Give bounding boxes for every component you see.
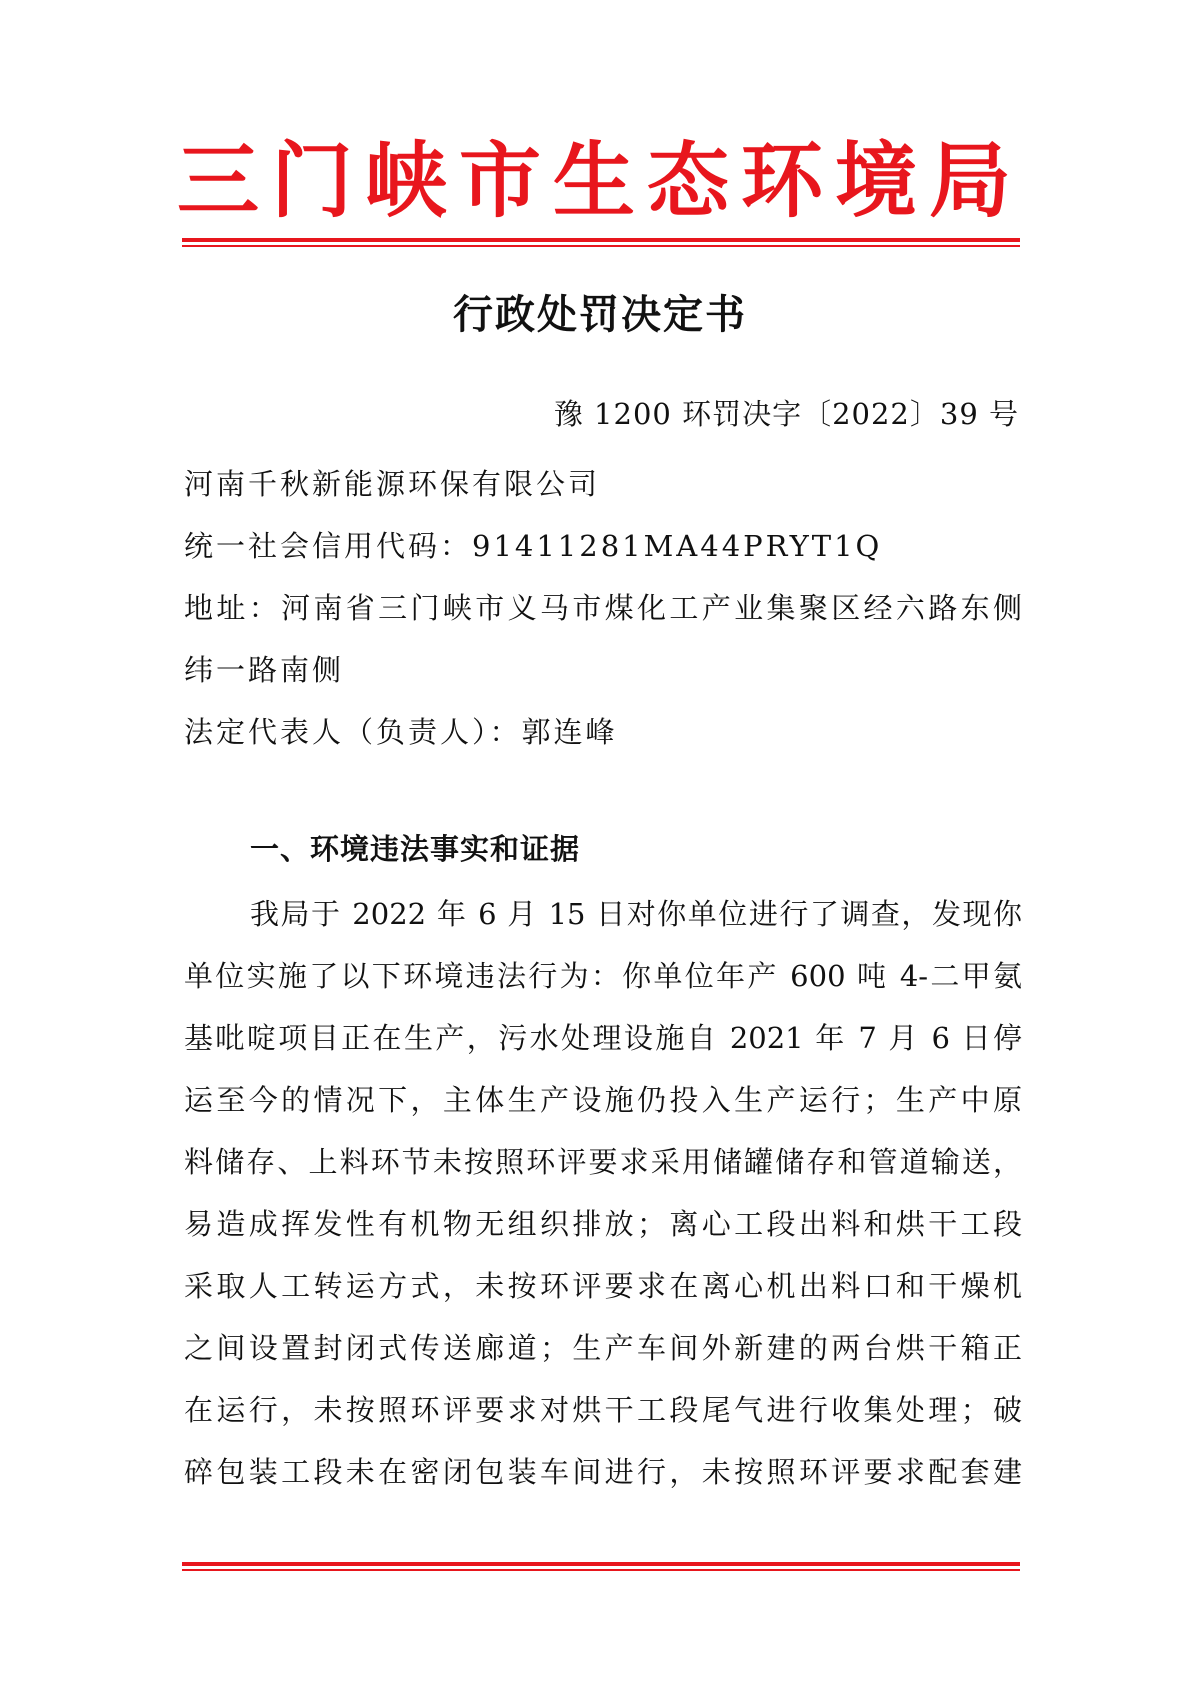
document-title: 行政处罚决定书 [453, 291, 747, 338]
legal-representative: 法定代表人（负责人）：郭连峰 [184, 715, 618, 749]
section-heading: 一、环境违法事实和证据 [250, 832, 581, 866]
company-name: 河南千秋新能源环保有限公司 [184, 467, 601, 501]
body-line: 易造成挥发性有机物无组织排放；离心工段出料和烘干工段 [184, 1207, 1022, 1241]
body-line: 之间设置封闭式传送廊道；生产车间外新建的两台烘干箱正 [184, 1331, 1022, 1365]
body-line: 在运行，未按照环评要求对烘干工段尾气进行收集处理；破 [184, 1393, 1022, 1427]
masthead-red-rule [182, 238, 1020, 247]
body-line: 基吡啶项目正在生产，污水处理设施自 2021 年 7 月 6 日停 [184, 1021, 1022, 1055]
address-line-2: 纬一路南侧 [184, 653, 345, 687]
credit-code: 统一社会信用代码：91411281MA44PRYT1Q [184, 529, 883, 563]
body-line: 我局于 2022 年 6 月 15 日对你单位进行了调查，发现你 [250, 897, 1022, 931]
body-line: 采取人工转运方式，未按环评要求在离心机出料口和干燥机 [184, 1269, 1022, 1303]
document-number: 豫 1200 环罚决字〔2022〕39 号 [553, 397, 1019, 431]
body-line: 料储存、上料环节未按照环评要求采用储罐储存和管道输送， [184, 1145, 1022, 1179]
agency-masthead: 三门峡市生态环境局 [176, 133, 1023, 229]
address-line-1: 地址：河南省三门峡市义马市煤化工产业集聚区经六路东侧 [184, 591, 1022, 625]
body-line: 运至今的情况下，主体生产设施仍投入生产运行；生产中原 [184, 1083, 1022, 1117]
body-line: 碎包装工段未在密闭包装车间进行，未按照环评要求配套建 [184, 1455, 1022, 1489]
footer-red-rule [182, 1562, 1020, 1571]
body-line: 单位实施了以下环境违法行为：你单位年产 600 吨 4-二甲氨 [184, 959, 1022, 993]
